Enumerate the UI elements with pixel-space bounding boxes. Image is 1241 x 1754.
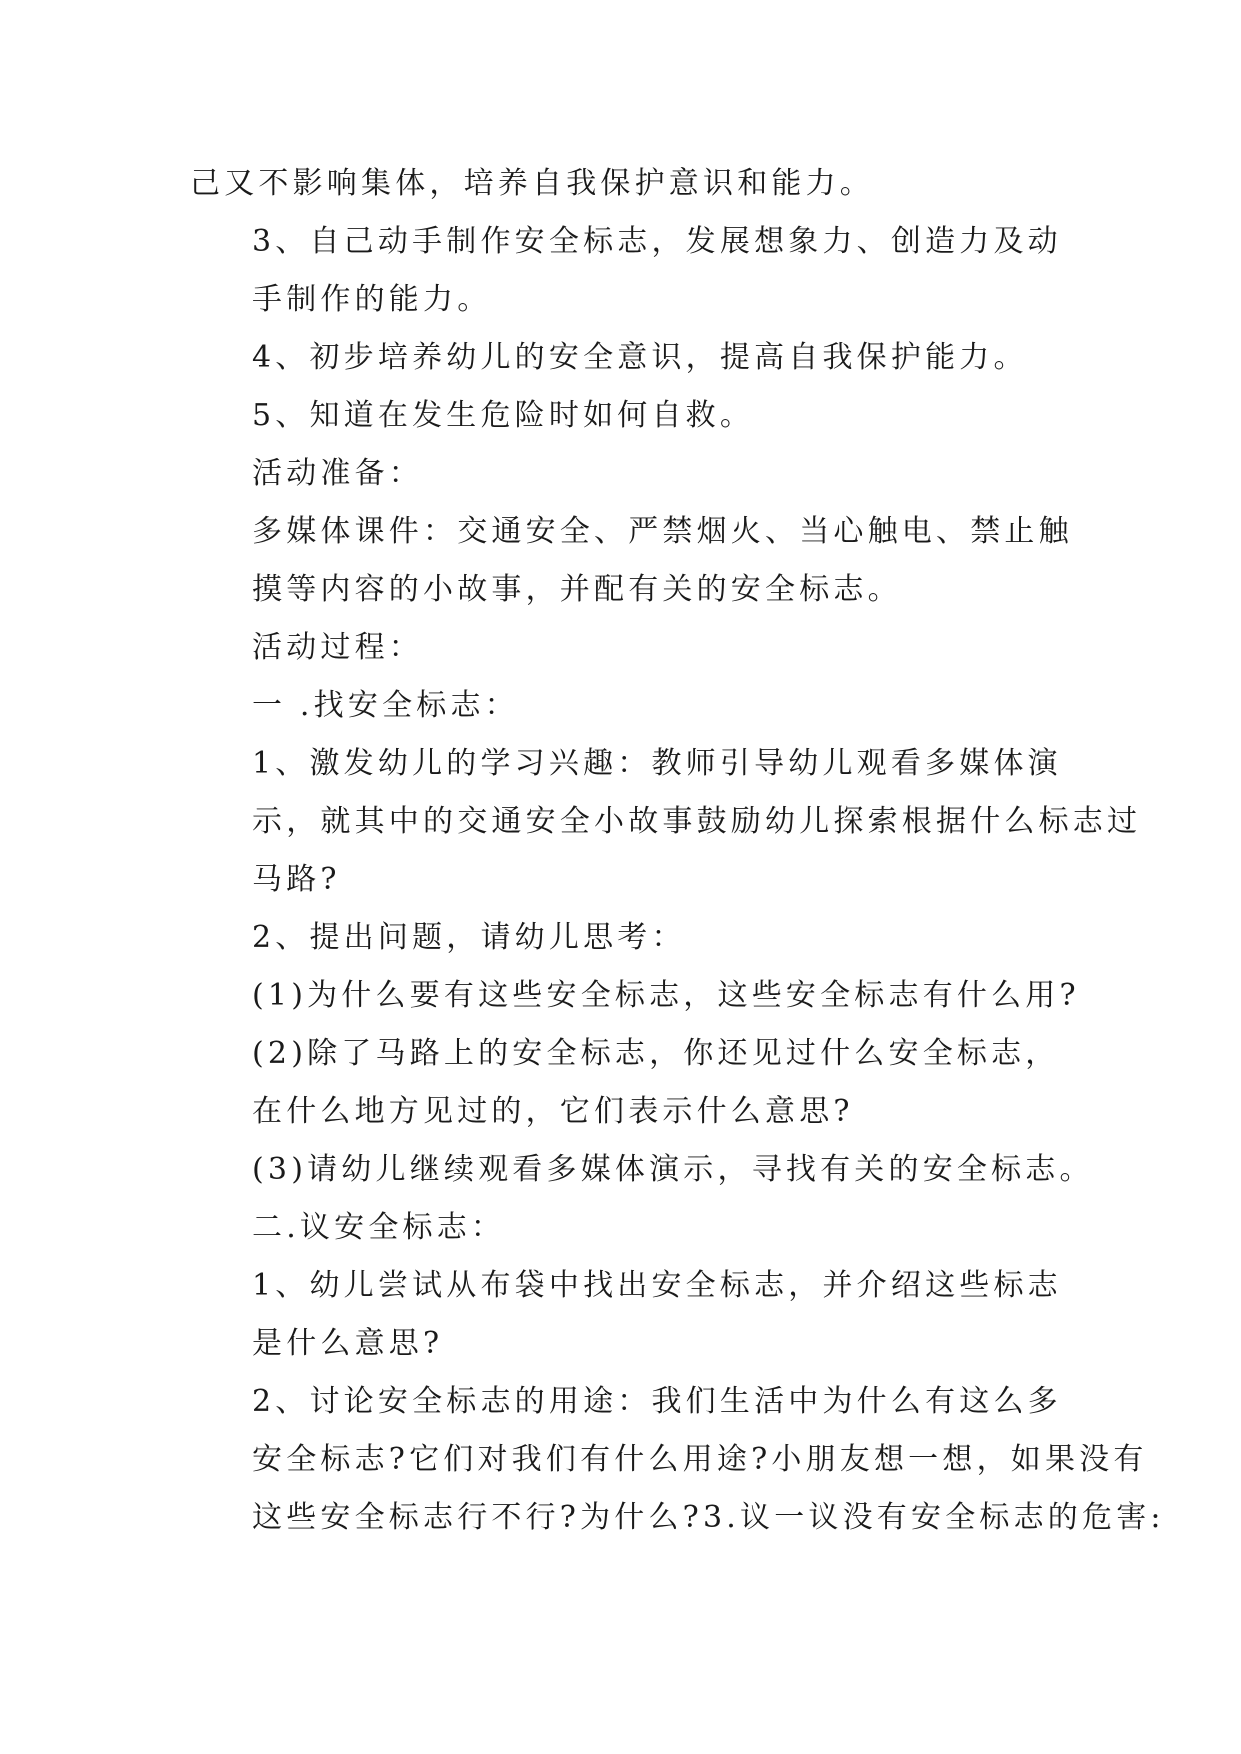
text-line: (3)请幼儿继续观看多媒体演示，寻找有关的安全标志。 [252,1152,1094,1187]
paragraph [190,1373,1165,1547]
paragraph [190,677,1070,735]
paragraph [190,1199,1070,1257]
text-line: 示，就其中的交通安全小故事鼓励幼儿探索根据什么标志过 [252,804,1142,839]
text-line: 3、自己动手制作安全标志，发展想象力、创造力及动 [252,224,1062,259]
text-line: 安全标志?它们对我们有什么用途?小朋友想一想，如果没有 [252,1442,1148,1477]
text-line: (2)除了马路上的安全标志，你还见过什么安全标志， [252,1036,1060,1071]
text-line: 己又不影响集体，培养自我保护意识和能力。 [190,166,874,201]
text-line: 手制作的能力。 [252,282,492,317]
paragraph [190,329,1070,387]
paragraph [190,967,1080,1025]
paragraph [190,155,1070,213]
text-line: 是什么意思? [252,1326,444,1361]
text-line: 4、初步培养幼儿的安全意识，提高自我保护能力。 [252,340,1028,375]
text-line: 这些安全标志行不行?为什么?3.议一议没有安全标志的危害: [252,1500,1165,1535]
text-line: 摸等内容的小故事，并配有关的安全标志。 [252,572,902,607]
text-line: 在什么地方见过的，它们表示什么意思? [252,1094,854,1129]
paragraph [190,735,1142,909]
text-line: 2、讨论安全标志的用途：我们生活中为什么有这么多 [252,1384,1062,1419]
text-line: 2、提出问题，请幼儿思考： [252,920,686,955]
text-line: 二.议安全标志： [252,1210,506,1245]
text-line: 5、知道在发生危险时如何自救。 [252,398,755,433]
text-line: 1、激发幼儿的学习兴趣：教师引导幼儿观看多媒体演 [252,746,1062,781]
paragraph [190,445,1070,503]
text-line: 一 .找安全标志： [252,688,519,723]
text-line: (1)为什么要有这些安全标志，这些安全标志有什么用? [252,978,1080,1013]
paragraph [190,619,1070,677]
document-body [190,155,1165,1547]
text-line: 1、幼儿尝试从布袋中找出安全标志，并介绍这些标志 [252,1268,1062,1303]
text-line: 马路? [252,862,341,897]
paragraph [190,1141,1094,1199]
paragraph [190,1025,1070,1141]
text-line: 活动准备： [252,456,423,491]
paragraph [190,909,1070,967]
paragraph [190,213,1070,329]
paragraph [190,503,1073,619]
paragraph [190,1257,1070,1373]
text-line: 活动过程： [252,630,423,665]
text-line: 多媒体课件：交通安全、严禁烟火、当心触电、禁止触 [252,514,1073,549]
paragraph [190,387,1070,445]
